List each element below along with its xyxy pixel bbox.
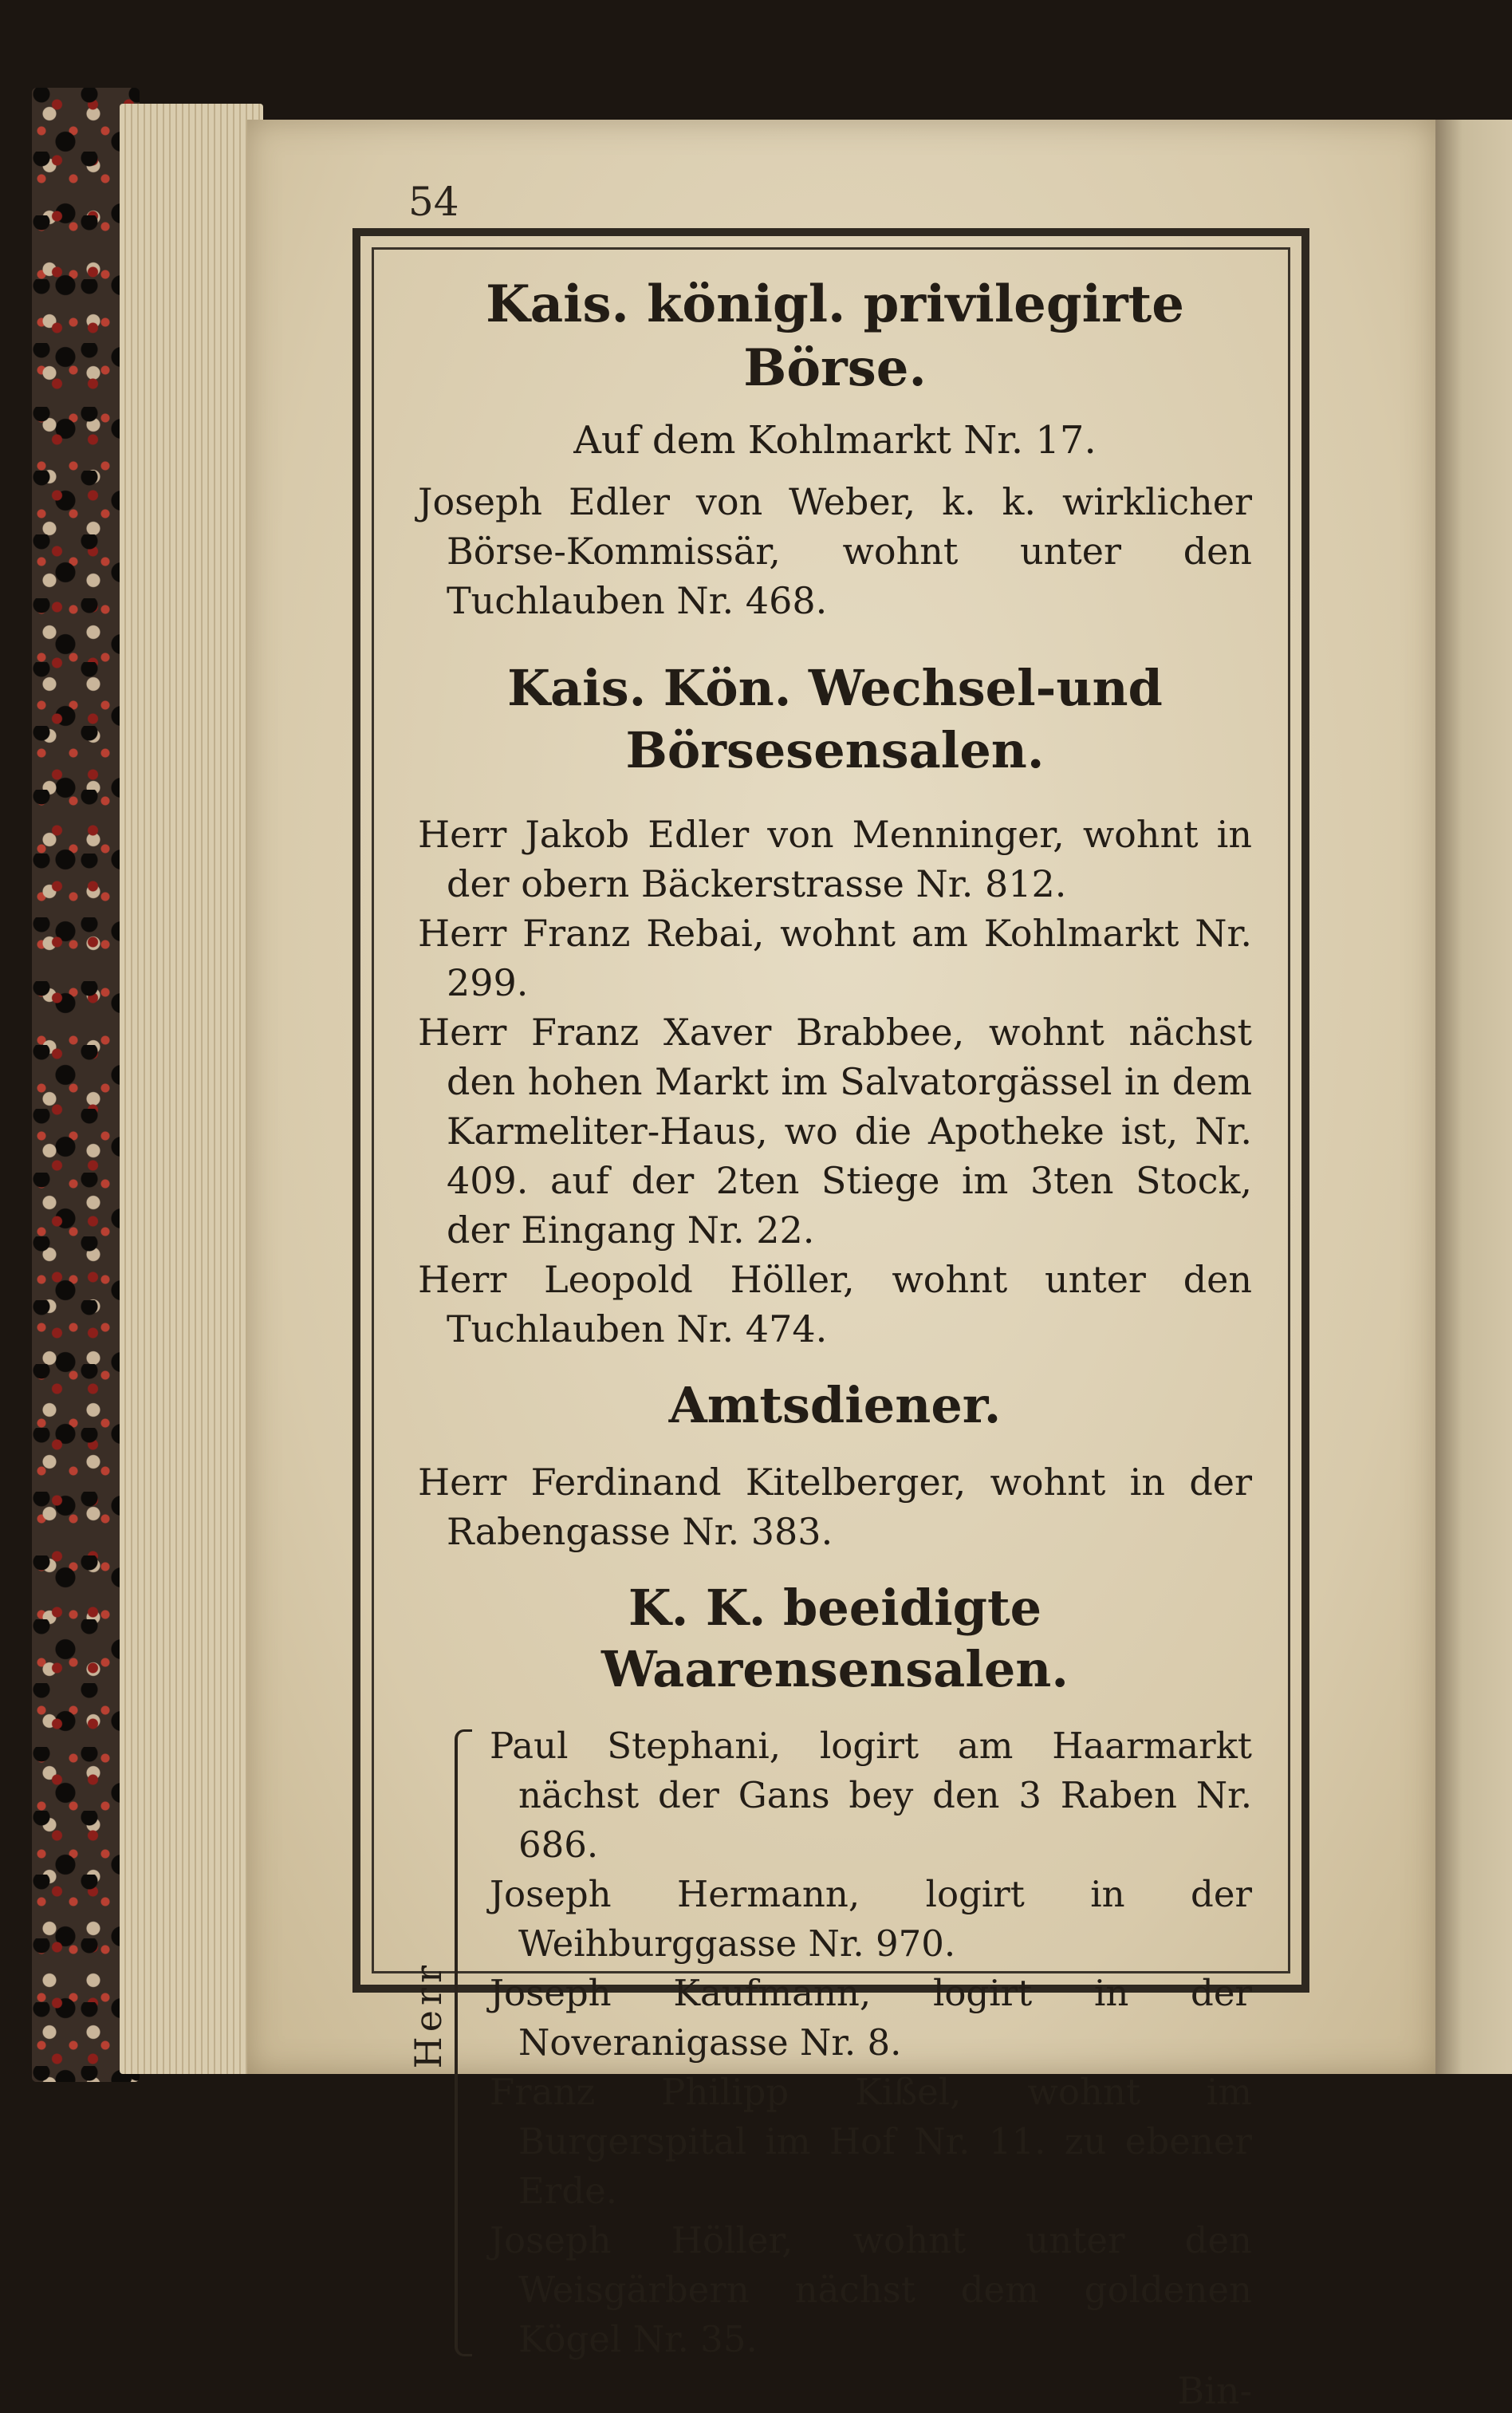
list-item: Herr Franz Rebai, wohnt am Kohlmarkt Nr. 299. bbox=[418, 912, 1252, 1004]
list-item: Joseph Kaufmann, logirt in der Noveranigasse Nr. 8. bbox=[490, 1971, 1252, 2064]
section-heading-wechselsensalen: Kais. Kön. Wechsel-und Börsesensalen. bbox=[507, 659, 1163, 779]
section-heading-amtsdiener: Amtsdiener. bbox=[668, 1376, 1002, 1434]
list-item: Franz Philipp Kißel, wohnt im Burgerspital im Hof Nr. 11. zu ebener Erde. bbox=[490, 2070, 1252, 2212]
list-item: Herr Jakob Edler von Menninger, wohnt in der obern Bäckerstrasse Nr. 812. bbox=[418, 813, 1252, 905]
page-subtitle: Auf dem Kohlmarkt Nr. 17. bbox=[573, 418, 1097, 463]
intro-entry: Joseph Edler von Weber, k. k. wirklicher Börse-Kommissär, wohnt unter den Tuchlauben Nr. 468. bbox=[418, 480, 1252, 622]
catchword: Bin- bbox=[1177, 2368, 1252, 2412]
page-number: 54 bbox=[408, 179, 459, 225]
list-item: Herr Leopold Höller, wohnt unter den Tuchlauben Nr. 474. bbox=[418, 1258, 1252, 1350]
list-item: Herr Franz Xaver Brabbee, wohnt nächst den hohen Markt im Salvatorgässel in dem Karmeliter-Haus, wo die Apotheke ist, Nr. 409. auf der 2ten Stiege im 3ten Stock, der Eingang Nr. 22. bbox=[418, 1011, 1252, 1252]
page-content bbox=[407, 273, 1252, 2413]
group-label-herr: Herr bbox=[407, 1960, 450, 2068]
list-item: Paul Stephani, logirt am Haarmarkt nächst der Gans bey den 3 Raben Nr. 686. bbox=[490, 1724, 1252, 1866]
list-item: Joseph Hermann, logirt in der Weihburggasse Nr. 970. bbox=[490, 1872, 1252, 1965]
waarensensalen-group bbox=[407, 1721, 1252, 2364]
page-stack-edge bbox=[120, 104, 263, 2074]
facing-page-edge bbox=[1435, 120, 1512, 2074]
list-item: Joseph Höller, wohnt unter den Weisgärbern nächst dem goldenen Kögel Nr. 35. bbox=[490, 2218, 1252, 2360]
page-title: Kais. königl. privilegirte Börse. bbox=[486, 274, 1184, 398]
list-item: Herr Ferdinand Kitelberger, wohnt in der Rabengasse Nr. 383. bbox=[418, 1460, 1252, 1553]
text-frame bbox=[352, 228, 1309, 2412]
brace-icon bbox=[455, 1729, 472, 2356]
section-heading-waarensensalen: K. K. beeidigte Waarensensalen. bbox=[601, 1578, 1069, 1698]
